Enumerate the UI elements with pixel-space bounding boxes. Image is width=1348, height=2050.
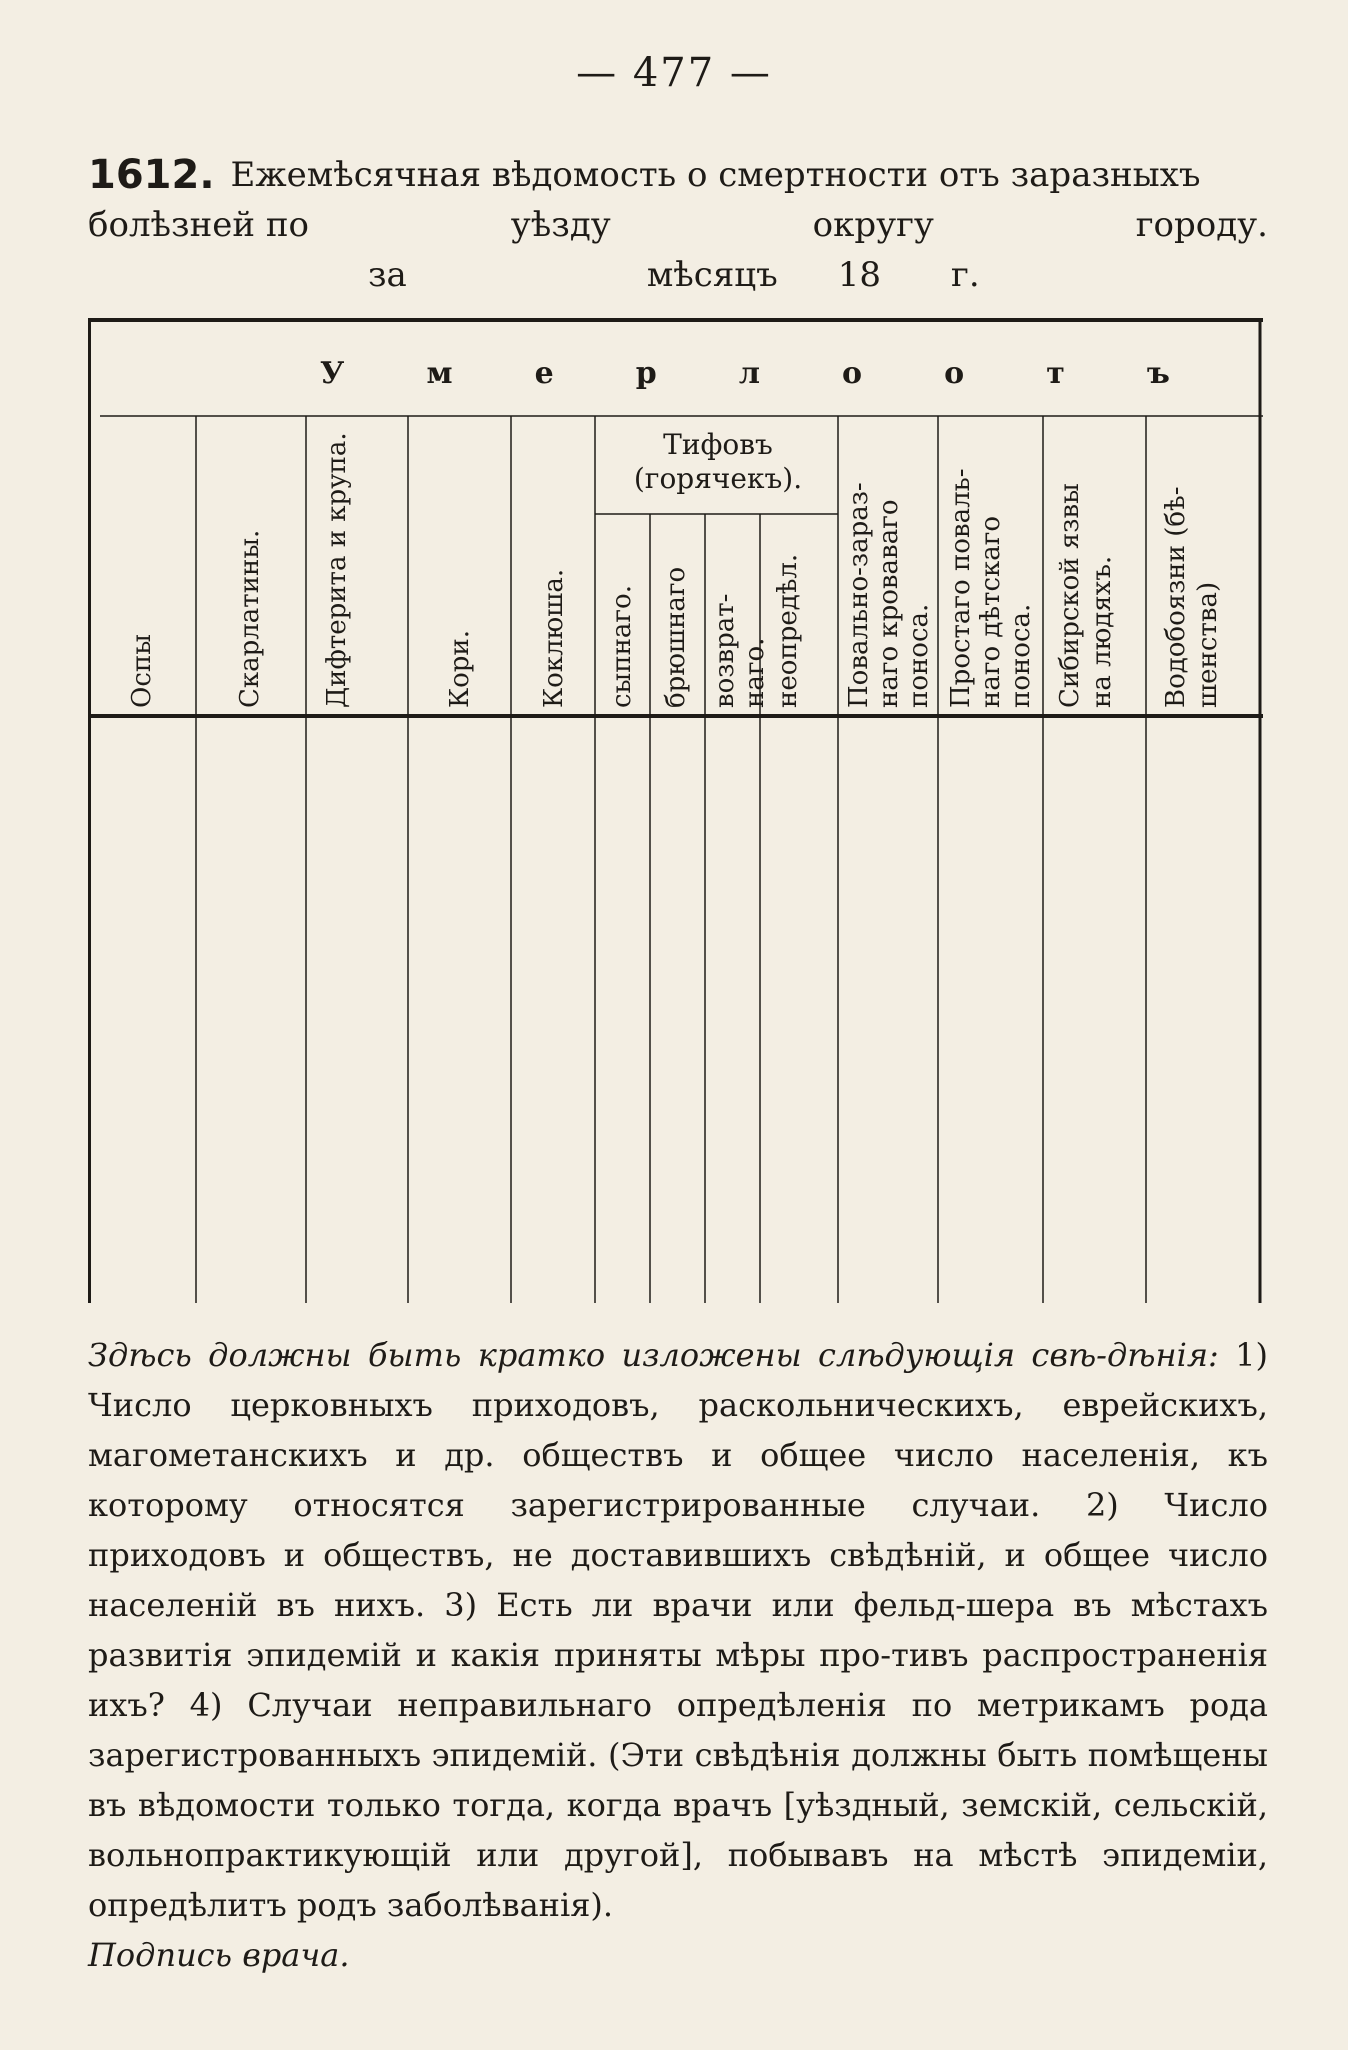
col-header-vodoboyazn [1160, 428, 1224, 708]
header-letter: У [320, 356, 345, 391]
header-letter: о [944, 356, 965, 391]
col-header-kori: Кори. [445, 629, 475, 708]
col-header-sibirskaya-yazva-text: Сибирской язвы на людяхъ. [1055, 483, 1117, 708]
col-header-detskii-ponos [946, 428, 1036, 708]
col-header-sypnago: сыпнаго. [607, 585, 637, 708]
table-header-umerlo-ot [320, 356, 1170, 391]
header-letter: е [534, 356, 554, 391]
col-header-koklyush: Коклюша. [539, 568, 569, 708]
col-header-ospy: Оспы [127, 634, 157, 708]
col-header-vozvratnago [710, 548, 770, 708]
title-word: мѣсяцъ [646, 255, 778, 295]
doctor-signature: Подпись врача. [88, 1936, 350, 1974]
header-letter: р [635, 356, 657, 391]
mortality-table [88, 318, 1263, 1303]
col-header-krovavyi-ponos-text: Повально-зараз-наго кроваваго поноса. [844, 482, 934, 708]
title-word: г. [951, 255, 980, 295]
col-header-krovavyi-ponos [844, 428, 934, 708]
form-number: 1612. [88, 152, 215, 198]
title-word: болѣзней по [88, 205, 309, 245]
header-letter: т [1046, 356, 1065, 391]
header-letter: ъ [1146, 356, 1170, 391]
title-word: 18 [837, 255, 882, 295]
col-header-scarlatina: Скарлатины. [235, 529, 265, 708]
notes-body: 1) Число церковныхъ приходовъ, раскольническихъ, еврейскихъ, магометанскихъ и др. обществъ и общее число населенія, къ которому относятся зарегистрированные случаи. 2) Число приходовъ и обществъ, не доставившихъ свѣдѣній, и общее число населеній въ нихъ. 3) Есть ли врачи или фельд-шера въ мѣстахъ развитія эпидемій и какія приняты мѣры про-тивъ распространенія ихъ? 4) Случаи неправильнаго опредѣленія по метрикамъ рода зарегистрованныхъ эпидемій. (Эти свѣдѣнія должны быть помѣщены въ вѣдомости только тогда, когда врачъ [уѣздный, земскій, сельскій, вольнопрактикующій или другой], побывавъ на мѣстѣ эпидеміи, опредѣлитъ родъ заболѣванія). [88, 1336, 1268, 1924]
form-title-line1: Ежемѣсячная вѣдомость о смертности отъ заразныхъ [230, 155, 1201, 195]
col-header-sibirskaya-yazva [1054, 458, 1118, 708]
title-word: за [368, 255, 407, 295]
title-word: городу. [1135, 205, 1268, 245]
notes-intro: Здѣсь должны быть кратко изложены слѣдующія свѣ-дѣнія: [88, 1336, 1219, 1374]
col-header-diphtheria-text: Дифтерита и крупа. [322, 432, 352, 708]
header-letter: о [842, 356, 863, 391]
col-header-vozvratnago-text: возврат-наго. [710, 593, 770, 708]
typhus-group-header: Тифовъ (горячекъ). [633, 428, 803, 495]
col-header-detskii-ponos-text: Простаго поваль-наго дѣтскаго поноса. [946, 468, 1036, 708]
col-header-diphtheria [320, 428, 354, 708]
col-header-neopredel: неопредѣл. [773, 553, 803, 708]
page-number: — 477 — [576, 50, 772, 96]
notes-section [88, 1330, 1268, 1980]
title-word: округу [812, 205, 934, 245]
header-letter: м [426, 356, 453, 391]
title-word: уѣзду [510, 205, 611, 245]
form-title [88, 150, 1268, 300]
col-header-bryushnago: брюшнаго [661, 566, 691, 708]
header-letter: л [738, 356, 760, 391]
col-header-vodoboyazn-text: Водобоязни (бѣ-шенства) [1161, 486, 1223, 708]
